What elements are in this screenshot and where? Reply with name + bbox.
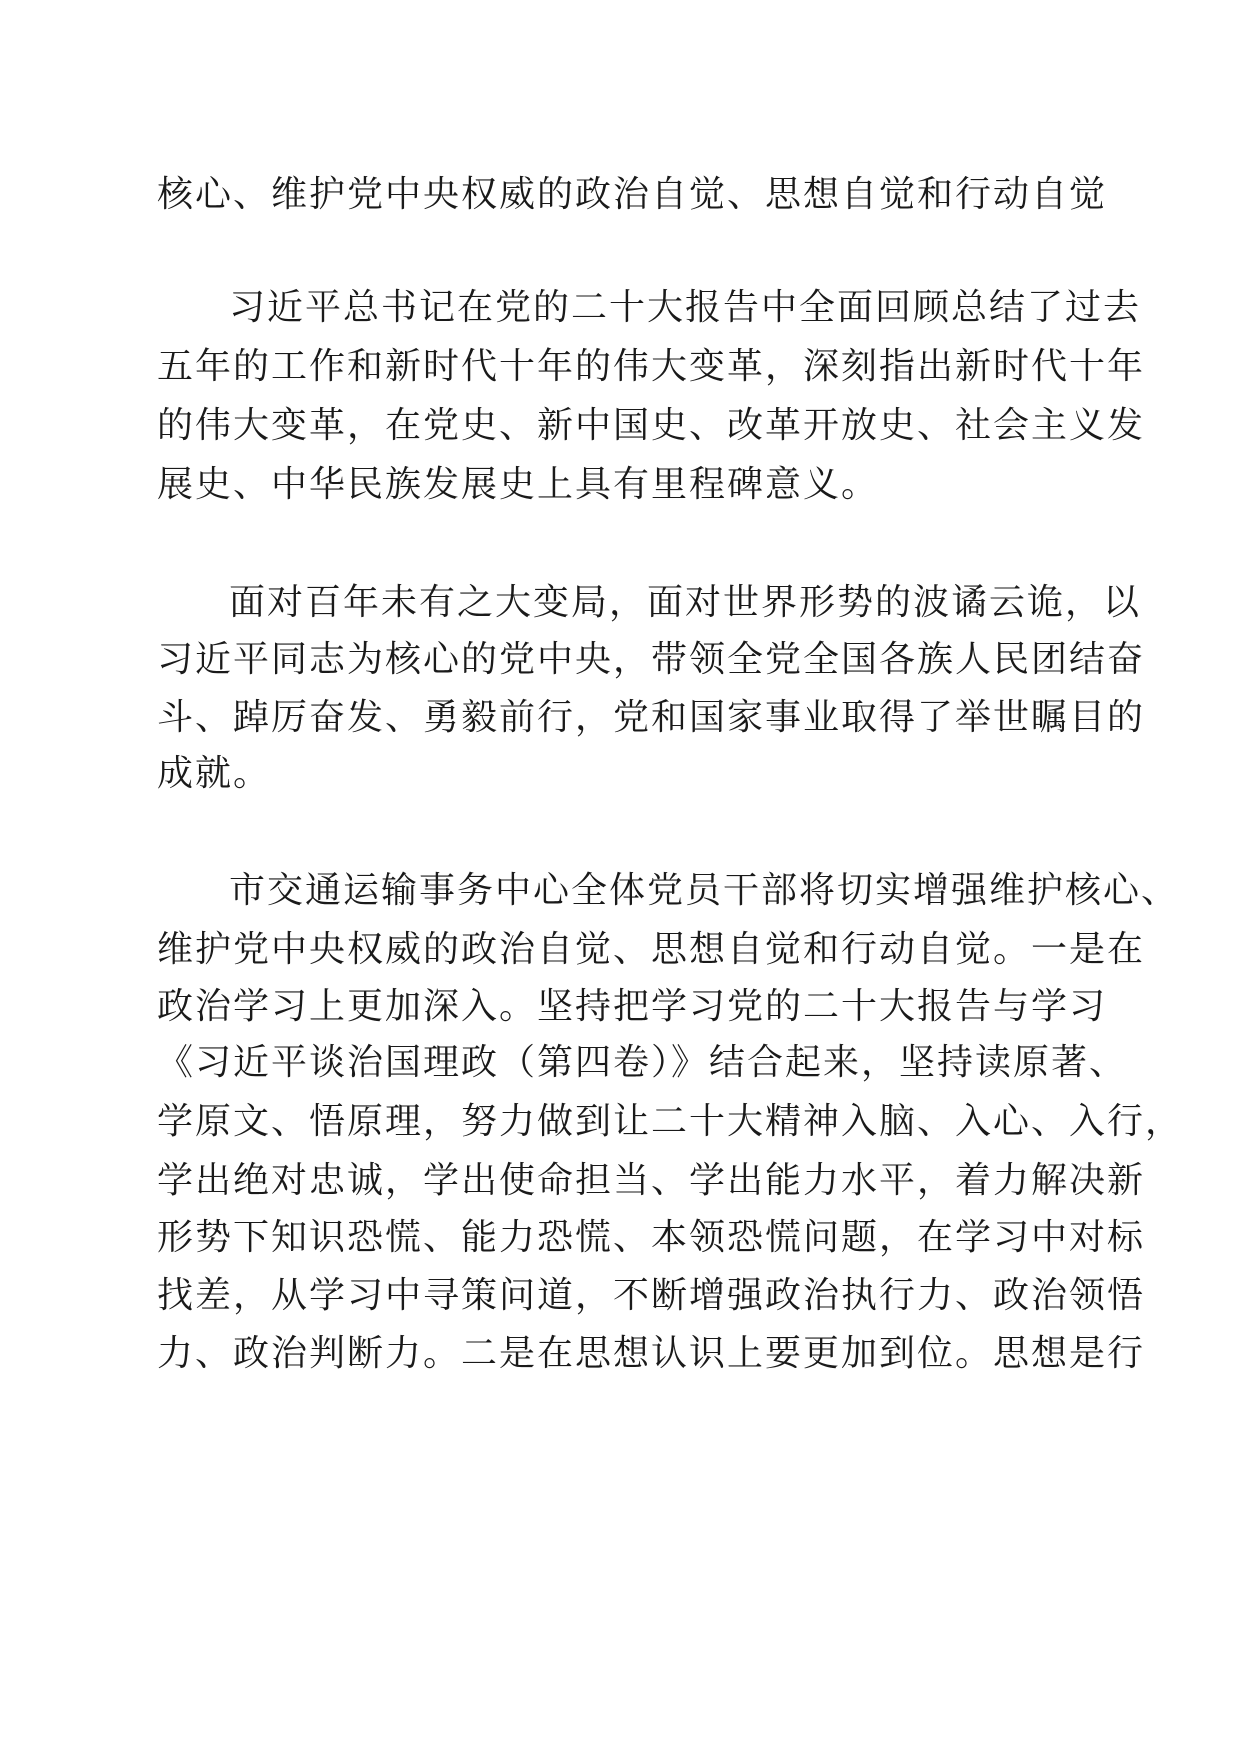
paragraph-3-line-1: 市交通运输事务中心全体党员干部将切实增强维护核心、 [229, 870, 1180, 911]
paragraph-3-line-4: 《习近平谈治国理政（第四卷）》结合起来，坚持读原著、 [157, 1042, 1128, 1083]
paragraph-2-line-1: 面对百年未有之大变局，面对世界形势的波谲云诡，以 [229, 582, 1142, 623]
paragraph-1-line-2: 五年的工作和新时代十年的伟大变革，深刻指出新时代十年 [157, 346, 1146, 387]
paragraph-1-line-4: 展史、中华民族发展史上具有里程碑意义。 [157, 464, 880, 505]
paragraph-3-line-8: 找差，从学习中寻策问道，不断增强政治执行力、政治领悟 [157, 1275, 1146, 1316]
paragraph-3-line-7: 形势下知识恐慌、能力恐慌、本领恐慌问题，在学习中对标 [157, 1217, 1146, 1258]
paragraph-3-line-9: 力、政治判断力。二是在思想认识上要更加到位。思想是行 [157, 1333, 1146, 1374]
paragraph-2-line-4: 成就。 [157, 753, 272, 794]
paragraph-1-line-3: 的伟大变革，在党史、新中国史、改革开放史、社会主义发 [157, 405, 1146, 446]
paragraph-1-line-1: 习近平总书记在党的二十大报告中全面回顾总结了过去 [229, 287, 1142, 328]
section-heading-line: 核心、维护党中央权威的政治自觉、思想自觉和行动自觉 [157, 174, 1108, 215]
paragraph-3-line-5: 学原文、悟原理，努力做到让二十大精神入脑、入心、入行， [157, 1101, 1184, 1142]
paragraph-3-line-2: 维护党中央权威的政治自觉、思想自觉和行动自觉。一是在 [157, 929, 1146, 970]
paragraph-3-line-6: 学出绝对忠诚，学出使命担当、学出能力水平，着力解决新 [157, 1160, 1146, 1201]
paragraph-2-line-3: 斗、踔厉奋发、勇毅前行，党和国家事业取得了举世瞩目的 [157, 697, 1146, 738]
paragraph-2-line-2: 习近平同志为核心的党中央，带领全党全国各族人民团结奋 [157, 639, 1146, 680]
paragraph-3-line-3: 政治学习上更加深入。坚持把学习党的二十大报告与学习 [157, 986, 1108, 1027]
